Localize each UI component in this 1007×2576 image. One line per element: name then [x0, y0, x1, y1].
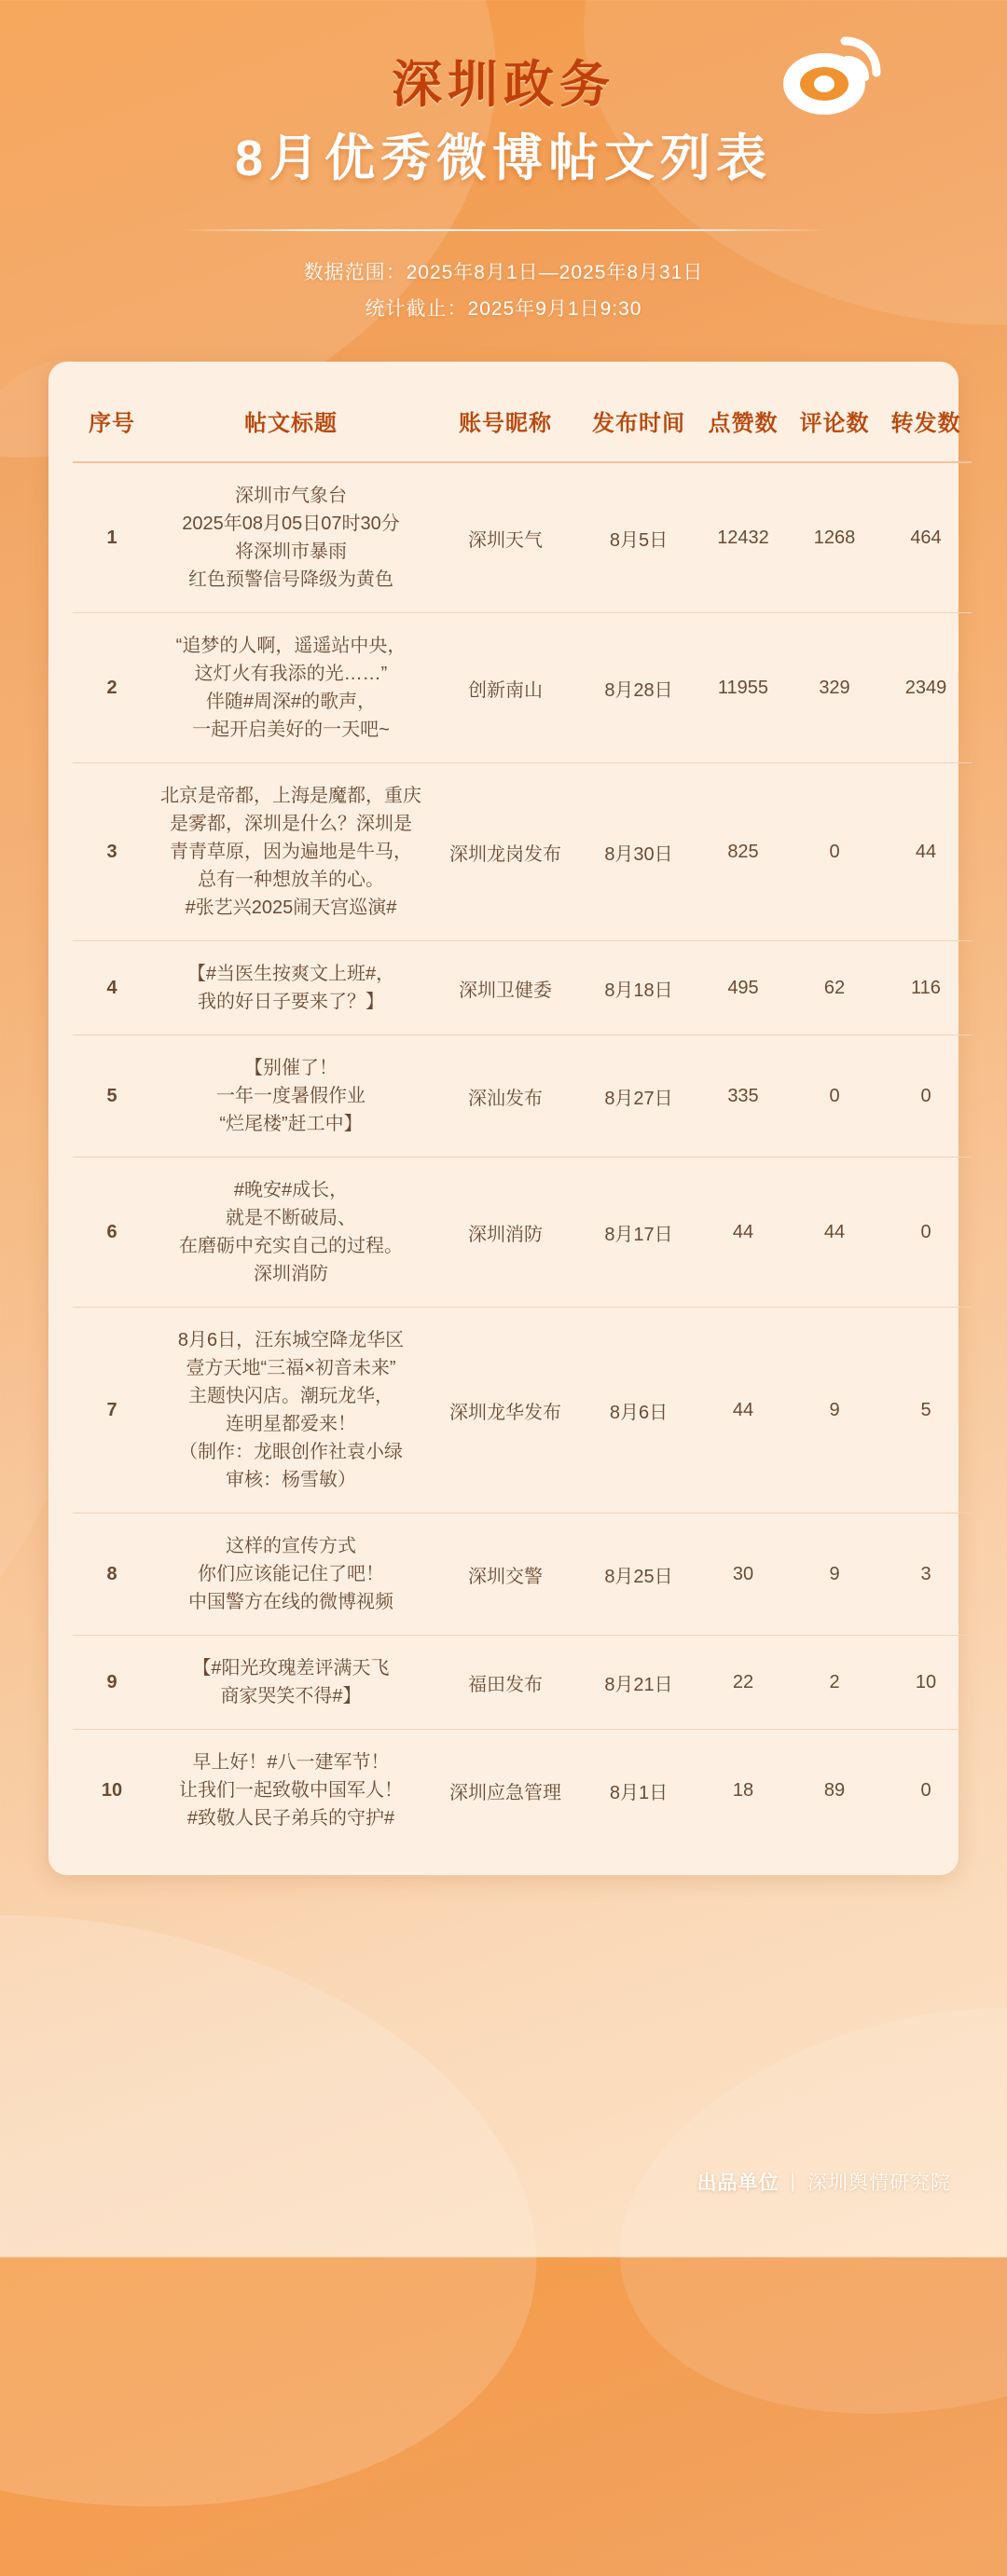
column-header-likes: 点赞数	[697, 378, 789, 462]
cell-rank: 8	[73, 1514, 151, 1636]
cell-likes: 11955	[697, 613, 789, 763]
cell-reposts: 5	[880, 1308, 972, 1514]
cell-reposts: 2349	[880, 613, 972, 763]
cell-comments: 44	[789, 1158, 880, 1308]
footer-unit-name: 深圳舆情研究院	[807, 2172, 951, 2194]
title-block	[235, 54, 772, 192]
cell-post-title: 【#当医生按爽文上班#， 我的好日子要来了？】	[151, 941, 431, 1035]
cell-account-name: 深圳消防	[431, 1158, 580, 1308]
posts-table	[73, 378, 972, 1851]
cell-likes: 22	[697, 1636, 789, 1730]
cell-likes: 30	[697, 1514, 789, 1636]
table-row	[73, 1730, 972, 1852]
page-title-secondary: 8月优秀微博帖文列表	[234, 130, 773, 186]
cell-likes: 495	[697, 941, 789, 1035]
meta-line-cutoff: 统计截止：2025年9月1日9:30	[365, 298, 642, 321]
cell-comments: 0	[789, 1035, 880, 1158]
cell-publish-time: 8月27日	[580, 1035, 697, 1158]
cell-post-title: #晚安#成长， 就是不断破局、 在磨砺中充实自己的过程。 深圳消防	[151, 1158, 431, 1308]
cell-rank: 1	[73, 462, 151, 613]
footer	[697, 2168, 951, 2196]
column-header-comments: 评论数	[789, 378, 880, 462]
cell-rank: 9	[73, 1636, 151, 1730]
footer-separator: |	[790, 2171, 796, 2192]
cell-likes: 825	[697, 763, 789, 941]
column-header-account: 账号昵称	[431, 378, 580, 462]
cell-rank: 10	[101, 1779, 123, 1801]
cell-account-name: 深圳交警	[431, 1514, 580, 1636]
cell-post-title: 【#阳光玫瑰差评满天飞 商家哭笑不得#】	[151, 1636, 431, 1730]
column-header-title: 帖文标题	[151, 378, 431, 462]
cell-account-name: 福田发布	[431, 1636, 580, 1730]
cell-post-title: 深圳市气象台 2025年08月05日07时30分 将深圳市暴雨 红色预警信号降级为黄色	[151, 462, 431, 613]
cell-comments: 9	[789, 1514, 880, 1636]
cell-likes: 335	[697, 1035, 789, 1158]
cell-publish-time: 8月30日	[580, 763, 697, 941]
cell-reposts: 3	[880, 1514, 972, 1636]
cell-comments: 9	[789, 1308, 880, 1514]
cell-account-name: 创新南山	[431, 613, 580, 763]
cell-rank: 2	[73, 613, 151, 763]
cell-reposts: 44	[880, 763, 972, 941]
cell-comments: 0	[789, 763, 880, 941]
cell-post-title: “追梦的人啊，遥遥站中央， 这灯火有我添的光……” 伴随#周深#的歌声， 一起开启美好的一天吧~	[151, 613, 431, 763]
cell-post-title: 早上好！#八一建军节！ 让我们一起致敬中国军人！ #致敬人民子弟兵的守护#	[179, 1752, 403, 1829]
footer-label: 出品单位	[697, 2172, 779, 2194]
column-header-time: 发布时间	[580, 378, 697, 462]
table-body	[73, 462, 972, 1851]
cell-rank: 6	[73, 1158, 151, 1308]
cell-post-title: 【别催了！ 一年一度暑假作业 “烂尾楼”赶工中】	[151, 1035, 431, 1158]
cell-account-name: 深圳天气	[431, 462, 580, 613]
cell-publish-time: 8月25日	[580, 1514, 697, 1636]
cell-account-name: 深圳龙岗发布	[431, 763, 580, 941]
cell-likes: 44	[697, 1308, 789, 1514]
weibo-eye-icon	[781, 30, 884, 119]
table-row	[73, 462, 972, 613]
cell-rank: 5	[73, 1035, 151, 1158]
cell-reposts: 0	[920, 1779, 931, 1801]
cell-comments: 62	[789, 941, 880, 1035]
table-row	[73, 1514, 972, 1636]
cell-comments: 89	[823, 1779, 846, 1801]
header-divider	[182, 229, 825, 231]
posts-card	[48, 362, 959, 1875]
data-range-meta	[0, 255, 1007, 328]
table-row	[73, 1158, 972, 1308]
table-row	[73, 941, 972, 1035]
cell-reposts: 0	[880, 1158, 972, 1308]
column-header-reposts: 转发数	[880, 378, 972, 462]
page-title-primary: 深圳政务	[391, 57, 615, 113]
cell-comments: 329	[789, 613, 880, 763]
cell-reposts: 0	[880, 1035, 972, 1158]
cell-account-name: 深圳龙华发布	[431, 1308, 580, 1514]
cell-reposts: 10	[880, 1636, 972, 1730]
table-row	[73, 1308, 972, 1514]
cell-likes: 12432	[697, 462, 789, 613]
cell-account-name: 深圳应急管理	[449, 1782, 561, 1803]
cell-publish-time: 8月6日	[580, 1308, 697, 1514]
cell-publish-time: 8月1日	[609, 1782, 669, 1803]
table-header	[73, 378, 972, 462]
cell-reposts: 464	[880, 462, 972, 613]
table-row	[73, 1035, 972, 1158]
cell-rank: 7	[73, 1308, 151, 1514]
cell-comments: 2	[789, 1636, 880, 1730]
table-header-row	[73, 378, 972, 462]
cell-publish-time: 8月17日	[580, 1158, 697, 1308]
table-row	[73, 1636, 972, 1730]
table-row	[73, 613, 972, 763]
column-header-rank: 序号	[73, 378, 151, 462]
meta-line-range: 数据范围：2025年8月1日—2025年8月31日	[303, 262, 704, 284]
header	[0, 0, 1007, 328]
table-row	[73, 763, 972, 941]
cell-reposts: 116	[880, 941, 972, 1035]
cell-post-title: 北京是帝都，上海是魔都，重庆 是雾都，深圳是什么？深圳是 青青草原，因为遍地是牛马， 总有一种想放羊的心。 #张艺兴2025闹天宫巡演#	[151, 763, 431, 941]
cell-likes: 44	[697, 1158, 789, 1308]
cell-publish-time: 8月5日	[580, 462, 697, 613]
cell-rank: 3	[73, 763, 151, 941]
cell-publish-time: 8月18日	[580, 941, 697, 1035]
cell-rank: 4	[73, 941, 151, 1035]
cell-account-name: 深圳卫健委	[431, 941, 580, 1035]
cell-publish-time: 8月21日	[580, 1636, 697, 1730]
cell-comments: 1268	[789, 462, 880, 613]
cell-likes: 18	[732, 1779, 754, 1801]
cell-post-title: 这样的宣传方式 你们应该能记住了吧！ 中国警方在线的微博视频	[151, 1514, 431, 1636]
cell-publish-time: 8月28日	[580, 613, 697, 763]
cell-account-name: 深汕发布	[431, 1035, 580, 1158]
cell-post-title: 8月6日，汪东城空降龙华区 壹方天地“三福×初音未来” 主题快闪店。潮玩龙华， 连明星都爱来！ （制作：龙眼创作社袁小绿 审核：杨雪敏）	[151, 1308, 431, 1514]
